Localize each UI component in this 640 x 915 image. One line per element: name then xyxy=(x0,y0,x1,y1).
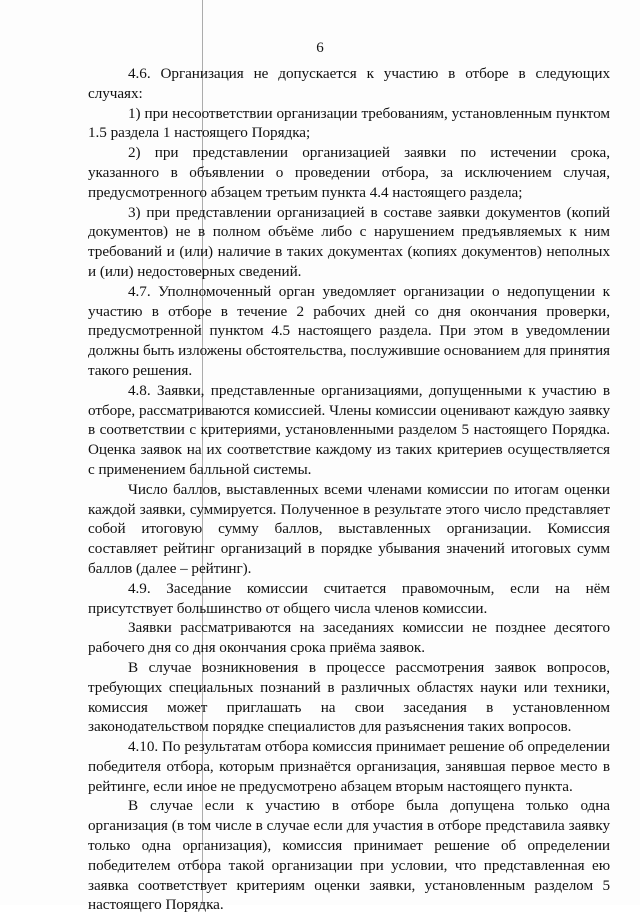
paragraph-4-10: 4.10. По результатам отбора комиссия принимает решение об определении победителя отбора, которым признаётся организация, занявшая первое место в рейтинге, если иное не предусмотрено абзацем вторым настоящего пункта. xyxy=(88,738,610,795)
paragraph-4-8: 4.8. Заявки, представленные организациями, допущенными к участию в отборе, рассматриваются комиссией. Члены комиссии оценивают каждую заявку в соответствии с критериями, установленными разделом 5 настоящего Порядка. Оценка заявок на их соответствие каждому из таких критериев осуществляется с применением балльной системы. xyxy=(88,381,610,478)
paragraph-4-8-scoring: Число баллов, выставленных всеми членами комиссии по итогам оценки каждой заявки, суммируется. Полученное в результате этого число представляет собой итоговую сумму баллов, выставленных организации. Комиссия составляет рейтинг организаций в порядке убывания значений итоговых сумм баллов (далее – рейтинг). xyxy=(88,480,610,577)
paragraph-4-7: 4.7. Уполномоченный орган уведомляет организации о недопущении к участию в отборе в течение 2 рабочих дней со дня окончания проверки, предусмотренной пунктом 4.5 настоящего раздела. При этом в уведомлении должны быть изложены обстоятельства, послужившие основанием для принятия такого решения. xyxy=(88,282,610,379)
document-body xyxy=(88,64,610,915)
paragraph-4-6-item-2: 2) при представлении организацией заявки по истечении срока, указанного в объявлении о проведении отбора, за исключением случая, предусмотренного абзацем третьим пункта 4.4 настоящего раздела; xyxy=(88,144,610,201)
paragraph-4-9-deadline: Заявки рассматриваются на заседаниях комиссии не позднее десятого рабочего дня со дня окончания срока приёма заявок. xyxy=(88,619,610,657)
paragraph-4-9-experts: В случае возникновения в процессе рассмотрения заявок вопросов, требующих специальных познаний в различных областях науки или техники, комиссия может приглашать на свои заседания в установленном законодательством порядке специалистов для разъяснения таких вопросов. xyxy=(88,658,610,736)
paragraph-4-6: 4.6. Организация не допускается к участию в отборе в следующих случаях: xyxy=(88,65,610,102)
page-number: 6 xyxy=(316,40,324,56)
paragraph-4-6-item-3: 3) при представлении организацией в составе заявки документов (копий документов) не в полном объёме либо с нарушением предъявляемых к ним требований и (или) наличие в таких документах (копиях документов) неполных и (или) недостоверных сведений. xyxy=(88,203,610,280)
paragraph-4-10-single: В случае если к участию в отборе была допущена только одна организация (в том числе в случае если для участия в отборе представила заявку только одна организация), комиссия принимает решение об определении победителем отбора такой организации при условии, что представленная ею заявка соответствует критериям оценки заявки, установленным разделом 5 настоящего Порядка. xyxy=(88,797,610,914)
paragraph-4-6-item-1: 1) при несоответствии организации требованиям, установленным пунктом 1.5 раздела 1 настоящего Порядка; xyxy=(88,104,610,142)
paragraph-4-9: 4.9. Заседание комиссии считается правомочным, если на нём присутствует большинство от общего числа членов комиссии. xyxy=(88,579,610,617)
